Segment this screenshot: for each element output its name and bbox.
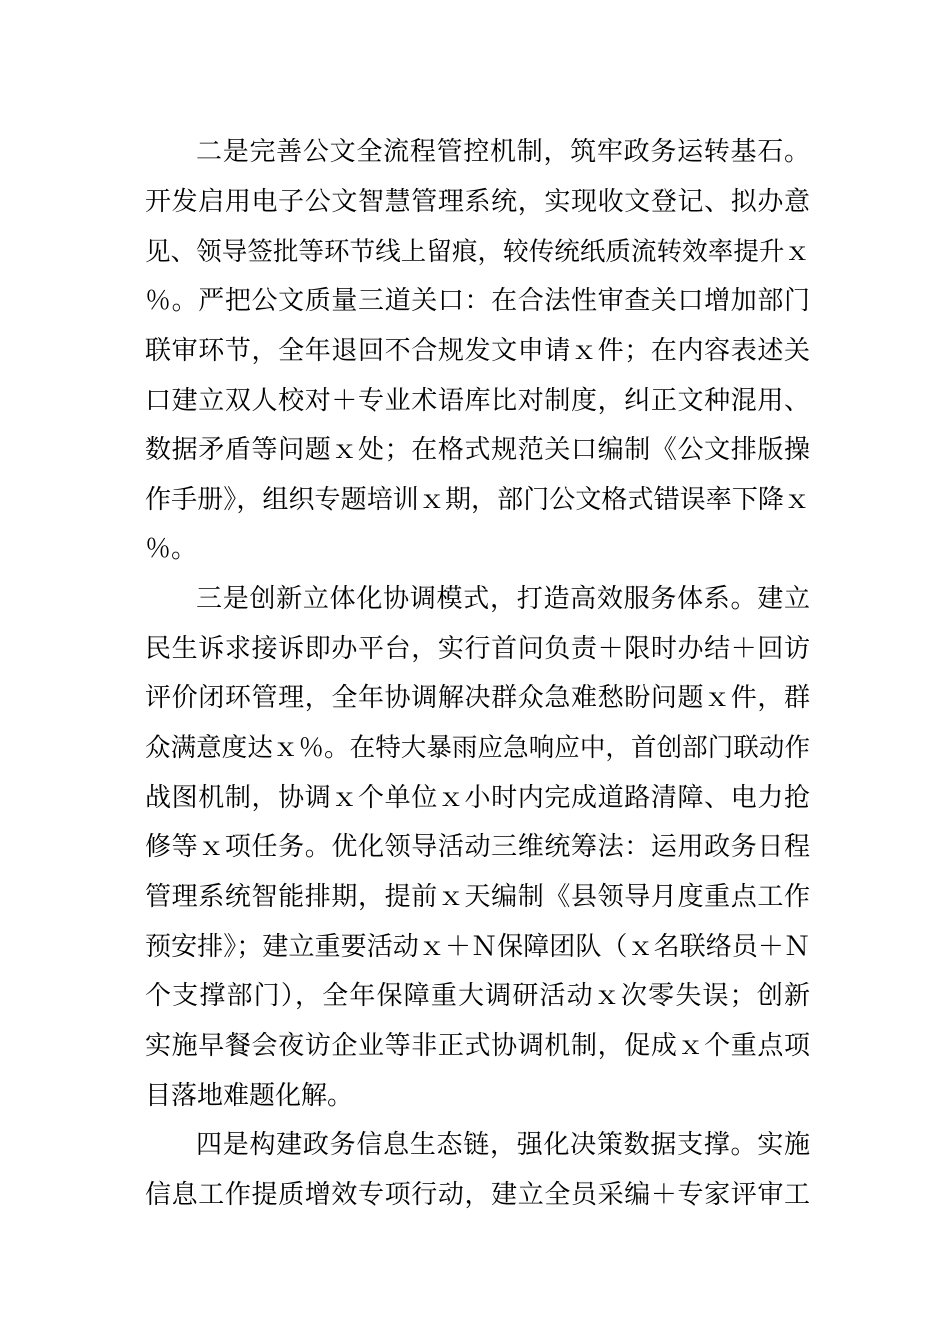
paragraph-2-line-2: 民生诉求接诉即办平台，实行首问负责＋限时办结＋回访 <box>145 634 810 664</box>
paragraph-2-line-9: 个支撑部门），全年保障重大调研活动ｘ次零失误；创新 <box>145 981 810 1011</box>
paragraph-2-line-10: 实施早餐会夜访企业等非正式协调机制，促成ｘ个重点项 <box>145 1031 810 1061</box>
paragraph-1-line-5: 联审环节，全年退回不合规发文申请ｘ件；在内容表述关 <box>145 336 810 366</box>
paragraph-1-line-9: ％。 <box>145 534 198 564</box>
paragraph-2-line-3: 评价闭环管理，全年协调解决群众急难愁盼问题ｘ件，群 <box>145 683 810 713</box>
paragraph-1-line-4: ％。严把公文质量三道关口：在合法性审查关口增加部门 <box>145 286 810 316</box>
paragraph-1-line-8: 作手册》，组织专题培训ｘ期，部门公文格式错误率下降ｘ <box>145 485 810 515</box>
paragraph-2-line-4: 众满意度达ｘ％。在特大暴雨应急响应中，首创部门联动作 <box>145 733 810 763</box>
paragraph-3-line-1: 四是构建政务信息生态链，强化决策数据支撑。实施 <box>196 1130 810 1160</box>
paragraph-1-line-2: 开发启用电子公文智慧管理系统，实现收文登记、拟办意 <box>145 187 810 217</box>
paragraph-1-line-7: 数据矛盾等问题ｘ处；在格式规范关口编制《公文排版操 <box>145 435 810 465</box>
paragraph-2-line-1: 三是创新立体化协调模式，打造高效服务体系。建立 <box>196 584 810 614</box>
paragraph-2-line-5: 战图机制，协调ｘ个单位ｘ小时内完成道路清障、电力抢 <box>145 783 810 813</box>
paragraph-1-line-6: 口建立双人校对＋专业术语库比对制度，纠正文种混用、 <box>145 386 810 416</box>
paragraph-2-line-7: 管理系统智能排期，提前ｘ天编制《县领导月度重点工作 <box>145 882 810 912</box>
paragraph-2-line-8: 预安排》；建立重要活动ｘ＋Ｎ保障团队（ｘ名联络员＋Ｎ <box>145 932 810 962</box>
paragraph-1-line-3: 见、领导签批等环节线上留痕，较传统纸质流转效率提升ｘ <box>145 237 810 267</box>
paragraph-3-line-2: 信息工作提质增效专项行动，建立全员采编＋专家评审工 <box>145 1180 810 1210</box>
paragraph-2-line-6: 修等ｘ项任务。优化领导活动三维统筹法：运用政务日程 <box>145 832 810 862</box>
paragraph-2-line-11: 目落地难题化解。 <box>145 1081 354 1111</box>
paragraph-1-line-1: 二是完善公文全流程管控机制，筑牢政务运转基石。 <box>196 137 810 167</box>
